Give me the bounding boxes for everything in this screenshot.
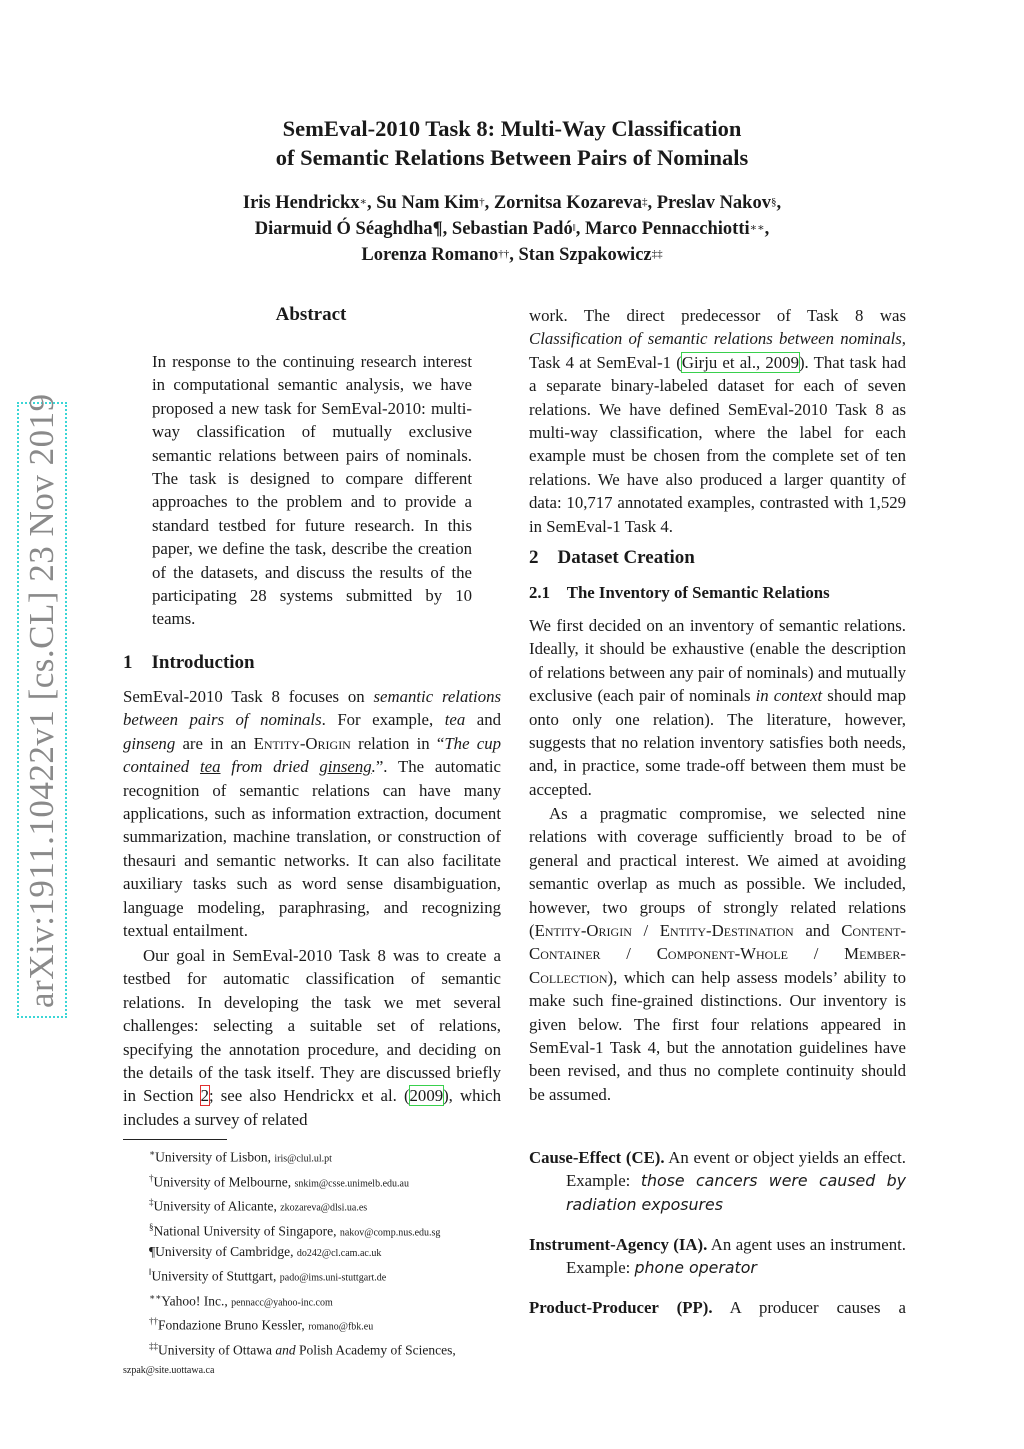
text-run: . For example, (321, 710, 445, 730)
author-name: Preslav Nakov (656, 193, 771, 213)
text-run: from dried (220, 757, 320, 777)
affiliation: National University of Singapore, (153, 1223, 340, 1239)
section-link[interactable]: 2 (200, 1086, 209, 1106)
relation-term: Product-Producer (PP). (529, 1298, 713, 1317)
emphasis: in context (755, 686, 823, 706)
footnote-item (123, 1169, 503, 1194)
section-number: 1 (123, 652, 133, 673)
footnote-item (123, 1263, 503, 1288)
section-2-heading (529, 547, 906, 569)
author-mark: ‡‡ (651, 248, 663, 260)
email[interactable]: romano@fbk.eu (308, 1321, 374, 1333)
email[interactable]: iris@clul.ul.pt (274, 1153, 332, 1165)
author-name: Su Nam Kim (376, 193, 480, 213)
author-name: Iris Hendrickx (242, 193, 360, 213)
arxiv-stamp[interactable]: arXiv:1911.10422v1 [cs.CL] 23 Nov 2019 (17, 402, 67, 1018)
definition-text: An event or object yields an effect. Example: (566, 1148, 906, 1191)
footnote-mark: †† (149, 1316, 158, 1327)
affiliation: University of Alicante, (153, 1198, 281, 1214)
author-name: Marco Pennacchiotti (585, 219, 750, 239)
footnote-mark: ‡ (149, 1197, 154, 1208)
footnote-item (123, 1337, 503, 1360)
abstract-body: In response to the continuing research interest in computational semantic analysis, we have proposed a new task for SemEval-2010: multi-way classification of mutually exclusive semantic relations between pairs of nominals. The task is designed to compare different approaches to the problem and to provide a standard testbed for future research. In this paper, we define the task, describe the creation of the datasets, and discuss the results of the participating 28 systems submitted by 10 teams. (152, 352, 472, 629)
author-mark: † (479, 196, 485, 208)
affiliation: University of Ottawa (158, 1342, 276, 1358)
text-run: and (793, 921, 842, 941)
author-list (0, 190, 1024, 268)
definition-text: A producer causes a (712, 1298, 906, 1317)
relation-group: Content-Container / Component-Whole / Member-Collection (529, 921, 907, 987)
right-paragraph-2 (529, 802, 906, 1106)
intro-paragraph-1 (123, 685, 501, 942)
text-run: relation in “ (350, 733, 445, 753)
author-name: Lorenza Romano (361, 245, 499, 265)
subsection-2-1-heading (529, 583, 906, 603)
definition-example: phone operator (634, 1258, 757, 1278)
author-mark: ‡ (641, 196, 648, 208)
definition-example: those cancers were caused by radiation exposures (566, 1171, 906, 1214)
text-run: ), which can help assess models’ ability to make such fine-grained distinctions. Our inventory is given below. The first four relations appeared in SemEval-1 Task 4, but the annotation guidelines have been revised, and thus no complete continuity should be assumed. (529, 967, 906, 1104)
footnote-item (123, 1193, 503, 1218)
relation-group: Entity-Origin / Entity-Destination (534, 921, 794, 941)
text-run: SemEval-2010 Task 8 focuses on (123, 687, 374, 706)
citation-link[interactable]: 2009 (409, 1086, 444, 1106)
relation-name: Entity-Origin (253, 733, 351, 753)
affiliation: University of Cambridge, (155, 1243, 297, 1259)
footnote-mark: ‖ (149, 1267, 152, 1278)
email[interactable]: pado@ims.uni-stuttgart.de (279, 1272, 387, 1284)
author-line-2: Diarmuid Ó Séaghdha¶, Sebastian Padó‖, Marco Pennacchiotti∗∗, (254, 219, 770, 239)
relation-definition (529, 1296, 906, 1319)
footnote-item (123, 1144, 503, 1169)
subsection-number: 2.1 (529, 583, 550, 602)
affiliation-and: and (275, 1342, 296, 1358)
email[interactable]: pennacc@yahoo-inc.com (231, 1297, 333, 1309)
affiliation: University of Melbourne, (153, 1174, 295, 1190)
right-paragraph-1 (529, 614, 906, 801)
footnote-mark: ‡‡ (149, 1341, 158, 1352)
footnote-item (123, 1218, 503, 1243)
text-run: , Task 4 at SemEval-1 ( (529, 329, 906, 372)
footnote-mark: ∗∗ (149, 1291, 162, 1302)
text-run: work. The direct predecessor of Task 8 was (529, 306, 906, 325)
author-mark: § (770, 196, 777, 208)
section-number: 2 (529, 547, 539, 568)
author-name: Diarmuid Ó Séaghdha (254, 219, 433, 239)
footnote-item (123, 1288, 503, 1313)
text-run: ), which includes a survey of related (123, 1086, 501, 1129)
author-mark: †† (498, 248, 510, 260)
text-run: are in an (175, 733, 254, 753)
email[interactable]: nakov@comp.nus.edu.sg (339, 1227, 441, 1239)
footnote-item (123, 1312, 503, 1337)
relation-term: Instrument-Agency (IA). (529, 1235, 708, 1254)
definition-instrument-agency (529, 1233, 906, 1280)
author-line-3: Lorenza Romano††, Stan Szpakowicz‡‡ (361, 245, 663, 265)
text-run: We first decided on an inventory of semantic relations. Ideally, it should be exhaustive (enable the description of relations between any pair of nominals) and mutually exclusive (each pair of nominals (529, 616, 906, 706)
section-title: Dataset Creation (557, 547, 695, 568)
author-name: Zornitsa Kozareva (493, 193, 642, 213)
abstract-heading: Abstract (275, 304, 347, 325)
affiliation: University of Lisbon, (155, 1149, 275, 1165)
subsection-title: The Inventory of Semantic Relations (566, 583, 830, 602)
footnote-mark: ¶ (149, 1243, 156, 1259)
title-line-1: SemEval-2010 Task 8: Multi-Way Classification (282, 116, 742, 141)
text-run: ). That task had a separate binary-labeled dataset for each of seven relations. We have defined SemEval-2010 Task 8 as multi-way classification, where the label for each example must be chosen from the complete set of ten relations. We have also produced a larger quantity of data: 10,717 annotated examples, contrasted with 1,529 in SemEval-1 Task 4. (529, 352, 906, 536)
definition-cause-effect (529, 1146, 906, 1216)
author-mark: ‖ (572, 222, 576, 234)
text-run: Our goal in SemEval-2010 Task 8 was to create a testbed for automatic classification of semantic relations. In developing the task we met several challenges: selecting a suitable set of relations, specifying the annotation procedure, and deciding on the details of the task itself. They are discussed briefly in Section (123, 946, 501, 1106)
footnote-rule (123, 1139, 227, 1140)
footnote-mark: † (149, 1172, 154, 1183)
emphasis: Classification of semantic relations between nominals (529, 329, 902, 349)
paper-title (0, 114, 1024, 172)
underlined-nominal: ginseng (319, 757, 372, 777)
author-name: Sebastian Padó (451, 219, 573, 239)
relation-definition (529, 1233, 906, 1280)
author-mark: ∗ (359, 196, 368, 208)
affiliation: Yahoo! Inc., (161, 1293, 232, 1309)
emphasis: semantic relations between pairs of nominals (123, 687, 501, 730)
email[interactable]: zkozareva@dlsi.ua.es (280, 1202, 368, 1214)
footnote-mark: ∗ (149, 1148, 156, 1158)
relation-definition (529, 1146, 906, 1216)
email[interactable]: szpak@site.uottawa.ca (123, 1364, 215, 1376)
relation-term: Cause-Effect (CE). (529, 1148, 665, 1167)
footnote-email-line (123, 1360, 503, 1380)
definition-text: An agent uses an instrument. Example: (566, 1235, 907, 1278)
section-title: Introduction (151, 652, 255, 673)
footnote-item (123, 1243, 503, 1263)
author-name: Stan Szpakowicz (518, 245, 652, 265)
affiliation: Fondazione Bruno Kessler, (158, 1317, 309, 1333)
title-line-2: of Semantic Relations Between Pairs of Nominals (275, 145, 749, 170)
text-run: and (465, 710, 501, 730)
author-mark: ¶ (432, 219, 443, 239)
email[interactable]: do242@cl.cam.ac.uk (296, 1247, 382, 1259)
right-paragraph-0 (529, 304, 906, 538)
emphasis: ginseng (123, 733, 176, 753)
intro-heading (123, 652, 501, 674)
author-line-1: Iris Hendrickx∗, Su Nam Kim†, Zornitsa Kozareva‡, Preslav Nakov§, (242, 193, 782, 213)
text-run: ”. The automatic recognition of semantic relations can have many applications, such as information extraction, document summarization, machine translation, or construction of thesauri and semantic networks. It can also facilitate auxiliary tasks such as word sense disambiguation, language modeling, paraphrasing, and recognizing textual entailment. (123, 757, 501, 941)
intro-paragraph-2 (123, 944, 501, 1131)
email[interactable]: snkim@csse.unimelb.edu.au (294, 1178, 409, 1190)
text-run: . (371, 757, 376, 777)
affiliation: Polish Academy of Sciences, (295, 1342, 456, 1358)
footnotes (123, 1144, 503, 1380)
definition-product-producer (529, 1296, 906, 1319)
author-mark: ∗∗ (749, 222, 765, 234)
footnote-mark: § (149, 1222, 154, 1233)
text-run: should map onto only one relation). The literature, however, suggests that no relation inventory satisfies both needs, and, in practice, some trade-off between them must be accepted. (529, 686, 906, 799)
text-run: As a pragmatic compromise, we selected nine relations with coverage sufficiently broad to be of general and practical interest. We aimed at avoiding semantic overlap as much as possible. We included, however, two groups of strongly related relations ( (529, 804, 906, 941)
citation-link[interactable]: Girju et al., 2009 (681, 352, 799, 372)
underlined-nominal: tea (199, 757, 221, 777)
affiliation: University of Stuttgart, (151, 1268, 280, 1284)
text-run: ; see also Hendrickx et al. ( (208, 1086, 410, 1106)
text-run: The cup contained (123, 733, 501, 777)
emphasis: tea (444, 710, 466, 730)
